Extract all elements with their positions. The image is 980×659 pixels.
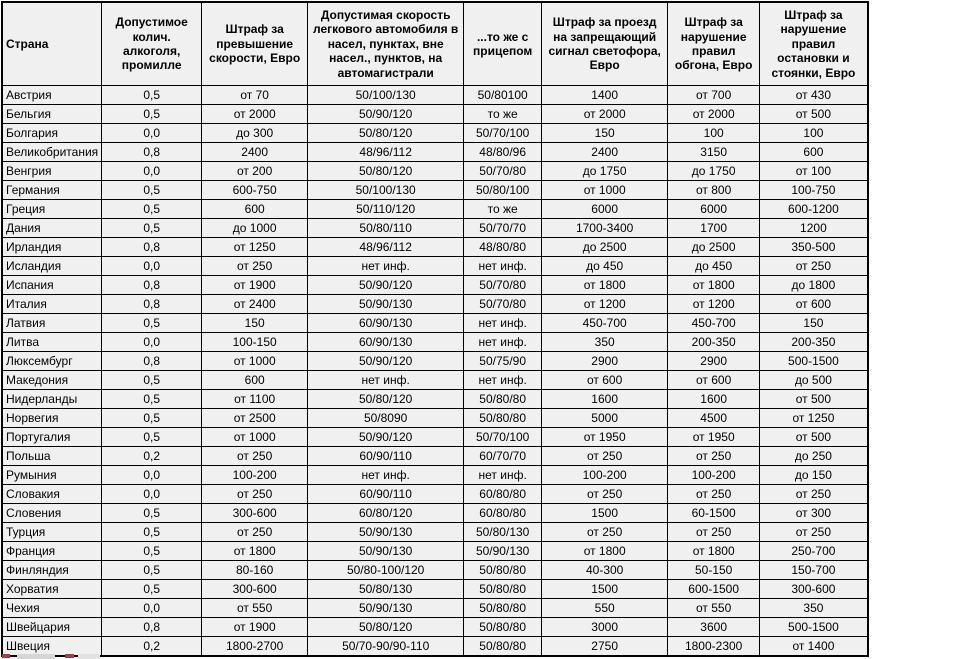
value-cell: 1400: [542, 86, 668, 105]
value-cell: 2900: [668, 352, 760, 371]
value-cell: 0,5: [102, 371, 202, 390]
value-cell: от 250: [668, 447, 760, 466]
table-row: [2, 542, 868, 561]
table-row: [2, 599, 868, 618]
value-cell: 500-1500: [760, 618, 868, 637]
value-cell: 50/80/80: [464, 637, 542, 657]
value-cell: 50/80/100: [464, 181, 542, 200]
value-cell: 48/96/112: [308, 238, 464, 257]
value-cell: 0,5: [102, 409, 202, 428]
value-cell: 5000: [542, 409, 668, 428]
table-row: [2, 200, 868, 219]
table-row: [2, 352, 868, 371]
cropped-text-artifact: [2, 654, 142, 659]
value-cell: 2900: [542, 352, 668, 371]
value-cell: 0,8: [102, 143, 202, 162]
value-cell: от 250: [668, 485, 760, 504]
value-cell: 50/80/80: [464, 618, 542, 637]
value-cell: 50/90/120: [308, 428, 464, 447]
country-cell: Финляндия: [2, 561, 102, 580]
value-cell: нет инф.: [308, 257, 464, 276]
value-cell: нет инф.: [464, 257, 542, 276]
value-cell: 50/70-90/90-110: [308, 637, 464, 657]
value-cell: от 250: [760, 485, 868, 504]
value-cell: от 1200: [668, 295, 760, 314]
value-cell: 50/70/80: [464, 276, 542, 295]
value-cell: то же: [464, 105, 542, 124]
value-cell: 0,5: [102, 86, 202, 105]
value-cell: 50/80/80: [464, 599, 542, 618]
value-cell: от 1200: [542, 295, 668, 314]
country-cell: Португалия: [2, 428, 102, 447]
value-cell: 0,5: [102, 542, 202, 561]
value-cell: 1500: [542, 580, 668, 599]
value-cell: 3000: [542, 618, 668, 637]
value-cell: от 250: [760, 523, 868, 542]
value-cell: 4500: [668, 409, 760, 428]
value-cell: 50/80/80: [464, 561, 542, 580]
value-cell: 1500: [542, 504, 668, 523]
page: [0, 1, 980, 659]
country-cell: Македония: [2, 371, 102, 390]
value-cell: 0,5: [102, 200, 202, 219]
country-cell: Италия: [2, 295, 102, 314]
table-row: [2, 276, 868, 295]
value-cell: 50/90/120: [308, 276, 464, 295]
value-cell: то же: [464, 200, 542, 219]
table-row: [2, 485, 868, 504]
value-cell: 0,5: [102, 314, 202, 333]
value-cell: 100: [760, 124, 868, 143]
column-header-7: Штраф за нарушение правил обгона, Евро: [668, 2, 760, 86]
value-cell: от 1400: [760, 637, 868, 657]
table-row: [2, 466, 868, 485]
table-row: [2, 409, 868, 428]
value-cell: 50/80/120: [308, 162, 464, 181]
value-cell: от 1950: [668, 428, 760, 447]
value-cell: 50-150: [668, 561, 760, 580]
value-cell: от 250: [202, 257, 308, 276]
value-cell: 2750: [542, 637, 668, 657]
value-cell: от 600: [542, 371, 668, 390]
value-cell: 3150: [668, 143, 760, 162]
cropped-glyph-fragment: [2, 654, 10, 658]
country-cell: Чехия: [2, 599, 102, 618]
value-cell: 50/80/130: [308, 580, 464, 599]
table-row: [2, 333, 868, 352]
value-cell: 0,5: [102, 504, 202, 523]
value-cell: от 250: [202, 447, 308, 466]
value-cell: 0,2: [102, 447, 202, 466]
value-cell: от 1000: [202, 352, 308, 371]
table-row: [2, 314, 868, 333]
value-cell: от 550: [668, 599, 760, 618]
value-cell: 550: [542, 599, 668, 618]
table-row: [2, 371, 868, 390]
value-cell: 50/90/120: [308, 352, 464, 371]
value-cell: 0,5: [102, 561, 202, 580]
value-cell: от 550: [202, 599, 308, 618]
country-cell: Румыния: [2, 466, 102, 485]
value-cell: 450-700: [542, 314, 668, 333]
value-cell: 6000: [542, 200, 668, 219]
value-cell: от 500: [760, 428, 868, 447]
country-cell: Швейцария: [2, 618, 102, 637]
value-cell: от 500: [760, 105, 868, 124]
value-cell: 60/80/80: [464, 485, 542, 504]
country-cell: Люксембург: [2, 352, 102, 371]
value-cell: 100-200: [202, 466, 308, 485]
country-cell: Франция: [2, 542, 102, 561]
value-cell: 50/80/110: [308, 219, 464, 238]
table-row: [2, 162, 868, 181]
value-cell: 50/80100: [464, 86, 542, 105]
value-cell: от 250: [668, 523, 760, 542]
value-cell: 500-1500: [760, 352, 868, 371]
value-cell: 600: [202, 200, 308, 219]
value-cell: 60/90/130: [308, 333, 464, 352]
value-cell: до 300: [202, 124, 308, 143]
column-header-8: Штраф за нарушение правил остановки и стоянки, Евро: [760, 2, 868, 86]
value-cell: 60/70/70: [464, 447, 542, 466]
value-cell: от 250: [202, 485, 308, 504]
value-cell: 300-600: [760, 580, 868, 599]
value-cell: 50/80/130: [464, 523, 542, 542]
value-cell: до 500: [760, 371, 868, 390]
table-row: [2, 238, 868, 257]
value-cell: от 1950: [542, 428, 668, 447]
value-cell: от 430: [760, 86, 868, 105]
country-cell: Ирландия: [2, 238, 102, 257]
value-cell: 48/96/112: [308, 143, 464, 162]
country-cell: Греция: [2, 200, 102, 219]
value-cell: от 250: [542, 523, 668, 542]
value-cell: 80-160: [202, 561, 308, 580]
value-cell: 1600: [668, 390, 760, 409]
column-header-6: Штраф за проезд на запрещающий сигнал светофора, Евро: [542, 2, 668, 86]
header-row: [2, 2, 868, 86]
value-cell: 0,2: [102, 637, 202, 657]
value-cell: 350: [542, 333, 668, 352]
value-cell: 6000: [668, 200, 760, 219]
value-cell: 60/90/110: [308, 447, 464, 466]
value-cell: от 200: [202, 162, 308, 181]
value-cell: от 2000: [202, 105, 308, 124]
column-header-2: Допустимое колич. алкоголя, промилле: [102, 2, 202, 86]
value-cell: от 1000: [202, 428, 308, 447]
value-cell: от 1100: [202, 390, 308, 409]
value-cell: 250-700: [760, 542, 868, 561]
country-cell: Норвегия: [2, 409, 102, 428]
value-cell: 0,8: [102, 238, 202, 257]
value-cell: 0,8: [102, 276, 202, 295]
table-row: [2, 580, 868, 599]
table-row: [2, 143, 868, 162]
value-cell: 50/90/120: [308, 105, 464, 124]
value-cell: 50/80/120: [308, 618, 464, 637]
value-cell: от 1000: [542, 181, 668, 200]
value-cell: до 1750: [542, 162, 668, 181]
value-cell: 600-1500: [668, 580, 760, 599]
value-cell: 100: [668, 124, 760, 143]
value-cell: до 2500: [542, 238, 668, 257]
value-cell: 200-350: [760, 333, 868, 352]
table-row: [2, 561, 868, 580]
value-cell: от 250: [542, 485, 668, 504]
value-cell: от 70: [202, 86, 308, 105]
value-cell: до 450: [542, 257, 668, 276]
value-cell: 50/70/100: [464, 124, 542, 143]
value-cell: 150: [202, 314, 308, 333]
value-cell: от 250: [202, 523, 308, 542]
value-cell: 0,0: [102, 257, 202, 276]
column-header-1: Страна: [2, 2, 102, 86]
value-cell: 350-500: [760, 238, 868, 257]
table-row: [2, 428, 868, 447]
value-cell: до 1000: [202, 219, 308, 238]
country-cell: Польша: [2, 447, 102, 466]
value-cell: 0,5: [102, 181, 202, 200]
value-cell: 0,5: [102, 428, 202, 447]
value-cell: 1600: [542, 390, 668, 409]
country-cell: Словакия: [2, 485, 102, 504]
value-cell: 100-200: [542, 466, 668, 485]
value-cell: от 800: [668, 181, 760, 200]
value-cell: от 1900: [202, 276, 308, 295]
value-cell: 0,8: [102, 352, 202, 371]
table-row: [2, 124, 868, 143]
value-cell: 50/70/70: [464, 219, 542, 238]
country-cell: Исландия: [2, 257, 102, 276]
value-cell: от 300: [760, 504, 868, 523]
value-cell: 150: [542, 124, 668, 143]
value-cell: 50/90/130: [464, 542, 542, 561]
value-cell: 0,5: [102, 580, 202, 599]
value-cell: 50/80/120: [308, 124, 464, 143]
value-cell: 100-200: [668, 466, 760, 485]
value-cell: от 1800: [668, 542, 760, 561]
value-cell: от 2000: [668, 105, 760, 124]
value-cell: 150: [760, 314, 868, 333]
value-cell: от 1900: [202, 618, 308, 637]
value-cell: от 1250: [760, 409, 868, 428]
value-cell: 50/90/130: [308, 542, 464, 561]
value-cell: 600-750: [202, 181, 308, 200]
value-cell: 50/80/80: [464, 409, 542, 428]
value-cell: до 450: [668, 257, 760, 276]
value-cell: 0,0: [102, 162, 202, 181]
value-cell: 50/90/130: [308, 295, 464, 314]
value-cell: до 2500: [668, 238, 760, 257]
country-cell: Великобритания: [2, 143, 102, 162]
value-cell: от 700: [668, 86, 760, 105]
value-cell: 2400: [202, 143, 308, 162]
value-cell: 60-1500: [668, 504, 760, 523]
column-header-5: ...то же с прицепом: [464, 2, 542, 86]
table-row: [2, 181, 868, 200]
value-cell: 0,0: [102, 333, 202, 352]
country-cell: Литва: [2, 333, 102, 352]
country-cell: Нидерланды: [2, 390, 102, 409]
value-cell: нет инф.: [464, 314, 542, 333]
cropped-glyph-fragment: [78, 654, 100, 659]
value-cell: от 600: [760, 295, 868, 314]
value-cell: от 600: [668, 371, 760, 390]
country-cell: Бельгия: [2, 105, 102, 124]
value-cell: 50/90/130: [308, 599, 464, 618]
value-cell: 50/100/130: [308, 181, 464, 200]
value-cell: от 2500: [202, 409, 308, 428]
value-cell: от 1250: [202, 238, 308, 257]
column-header-4: Допустимая скорость легкового автомобиля в насел, пунктах, вне насел., пунктов, на автомагистрали: [308, 2, 464, 86]
value-cell: 60/90/130: [308, 314, 464, 333]
value-cell: 0,0: [102, 466, 202, 485]
value-cell: от 250: [760, 257, 868, 276]
value-cell: 60/80/120: [308, 504, 464, 523]
traffic-fines-table: [1, 1, 869, 657]
country-cell: Латвия: [2, 314, 102, 333]
value-cell: нет инф.: [308, 371, 464, 390]
country-cell: Хорватия: [2, 580, 102, 599]
table-row: [2, 219, 868, 238]
value-cell: 0,5: [102, 219, 202, 238]
value-cell: 50/80-100/120: [308, 561, 464, 580]
value-cell: 1700: [668, 219, 760, 238]
value-cell: 50/80/80: [464, 390, 542, 409]
value-cell: от 1800: [202, 542, 308, 561]
value-cell: 50/80/80: [464, 580, 542, 599]
country-cell: Австрия: [2, 86, 102, 105]
value-cell: 100-150: [202, 333, 308, 352]
column-header-3: Штраф за превышение скорости, Евро: [202, 2, 308, 86]
value-cell: 40-300: [542, 561, 668, 580]
value-cell: 0,8: [102, 618, 202, 637]
value-cell: 50/75/90: [464, 352, 542, 371]
value-cell: 0,5: [102, 390, 202, 409]
value-cell: 1800-2300: [668, 637, 760, 657]
value-cell: 48/80/96: [464, 143, 542, 162]
value-cell: 50/8090: [308, 409, 464, 428]
value-cell: 0,0: [102, 599, 202, 618]
value-cell: от 1800: [668, 276, 760, 295]
value-cell: от 250: [542, 447, 668, 466]
table-row: [2, 86, 868, 105]
value-cell: 600: [760, 143, 868, 162]
value-cell: нет инф.: [308, 466, 464, 485]
country-cell: Германия: [2, 181, 102, 200]
value-cell: 50/100/130: [308, 86, 464, 105]
value-cell: 50/70/80: [464, 295, 542, 314]
table-body: [2, 86, 868, 657]
value-cell: 1200: [760, 219, 868, 238]
value-cell: от 100: [760, 162, 868, 181]
country-cell: Испания: [2, 276, 102, 295]
value-cell: 60/80/80: [464, 504, 542, 523]
value-cell: от 1800: [542, 542, 668, 561]
table-row: [2, 295, 868, 314]
value-cell: 0,0: [102, 485, 202, 504]
value-cell: 2400: [542, 143, 668, 162]
value-cell: нет инф.: [464, 333, 542, 352]
value-cell: 0,5: [102, 523, 202, 542]
cropped-glyph-fragment: [17, 654, 55, 659]
country-cell: Турция: [2, 523, 102, 542]
value-cell: 350: [760, 599, 868, 618]
country-cell: Дания: [2, 219, 102, 238]
table-row: [2, 523, 868, 542]
country-cell: Болгария: [2, 124, 102, 143]
value-cell: 100-750: [760, 181, 868, 200]
value-cell: нет инф.: [464, 466, 542, 485]
table-row: [2, 105, 868, 124]
country-cell: Словения: [2, 504, 102, 523]
value-cell: 50/90/130: [308, 523, 464, 542]
value-cell: до 150: [760, 466, 868, 485]
country-cell: Швеция: [2, 637, 102, 657]
value-cell: 0,0: [102, 124, 202, 143]
value-cell: 150-700: [760, 561, 868, 580]
value-cell: 300-600: [202, 580, 308, 599]
value-cell: 600: [202, 371, 308, 390]
value-cell: 50/80/120: [308, 390, 464, 409]
value-cell: 600-1200: [760, 200, 868, 219]
value-cell: 50/70/80: [464, 162, 542, 181]
value-cell: от 1800: [542, 276, 668, 295]
value-cell: 50/110/120: [308, 200, 464, 219]
value-cell: 0,8: [102, 295, 202, 314]
value-cell: до 1750: [668, 162, 760, 181]
value-cell: 0,5: [102, 105, 202, 124]
value-cell: 450-700: [668, 314, 760, 333]
table-row: [2, 447, 868, 466]
table-row: [2, 390, 868, 409]
value-cell: 3600: [668, 618, 760, 637]
value-cell: 1800-2700: [202, 637, 308, 657]
table-row: [2, 618, 868, 637]
cropped-glyph-fragment: [65, 654, 74, 658]
value-cell: нет инф.: [464, 371, 542, 390]
table-row: [2, 504, 868, 523]
value-cell: до 1800: [760, 276, 868, 295]
value-cell: 48/80/80: [464, 238, 542, 257]
value-cell: 200-350: [668, 333, 760, 352]
value-cell: 1700-3400: [542, 219, 668, 238]
value-cell: 60/90/110: [308, 485, 464, 504]
country-cell: Венгрия: [2, 162, 102, 181]
value-cell: от 500: [760, 390, 868, 409]
value-cell: от 2400: [202, 295, 308, 314]
table-row: [2, 257, 868, 276]
value-cell: 50/70/100: [464, 428, 542, 447]
value-cell: до 250: [760, 447, 868, 466]
value-cell: от 2000: [542, 105, 668, 124]
value-cell: 300-600: [202, 504, 308, 523]
